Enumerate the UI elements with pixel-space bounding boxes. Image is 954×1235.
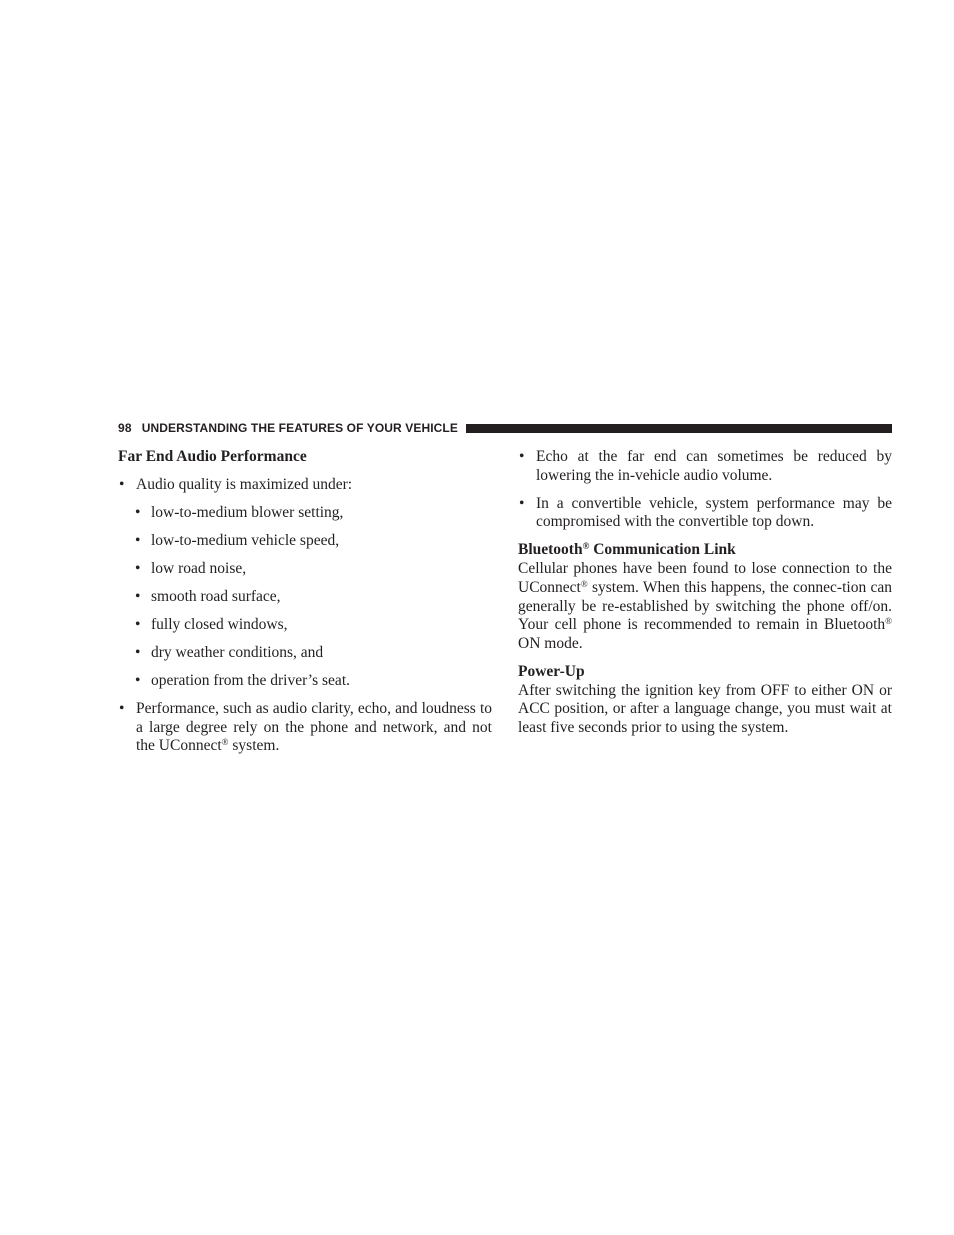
bluetooth-text-1: Cellular phones have been found to lose connection to the UConnect [518, 560, 892, 596]
bullet-icon: • [519, 494, 525, 512]
bullet-convertible [518, 495, 892, 532]
section-title: UNDERSTANDING THE FEATURES OF YOUR VEHICLE [141, 421, 458, 435]
registered-mark: ® [580, 578, 588, 589]
bullet-icon: • [135, 560, 141, 577]
registered-mark: ® [221, 737, 229, 748]
bullet-icon: • [135, 644, 141, 661]
bluetooth-heading-text-end: Communication Link [589, 541, 736, 559]
bullet-audio-quality [118, 476, 492, 495]
bullet-icon: • [119, 700, 125, 717]
far-end-audio-heading: Far End Audio Performance [118, 448, 307, 465]
bullet-icon: • [519, 448, 525, 465]
sub-bullet-text: smooth road surface, [151, 588, 281, 605]
sub-bullet-text: fully closed windows, [151, 616, 288, 633]
sub-bullet-item [118, 532, 492, 551]
bluetooth-heading [518, 541, 892, 560]
bullet-icon: • [135, 672, 141, 689]
bluetooth-text-2: system. When this happens, the connec-tion can generally be re-established by switching the phone off/on. Your cell phone is recommended to remain in Bluetooth [518, 578, 892, 634]
bullet-text: Echo at the far end can sometimes be reduced by lowering the in-vehicle audio volume. [536, 448, 892, 484]
left-column [118, 448, 492, 756]
bullet-text-end: system. [228, 737, 280, 755]
sub-bullet-item [118, 672, 492, 691]
page-number: 98 [118, 421, 132, 435]
page-header [118, 420, 892, 436]
bluetooth-text-3: ON mode. [518, 634, 583, 652]
bullet-icon: • [135, 588, 141, 605]
bluetooth-heading-text: Bluetooth [518, 541, 583, 559]
sub-bullet-text: dry weather conditions, and [151, 644, 324, 661]
sub-bullet-text: low-to-medium blower setting, [151, 504, 344, 521]
bullet-icon: • [135, 504, 141, 521]
sub-bullet-item [118, 588, 492, 607]
sub-bullet-text: low road noise, [151, 560, 247, 577]
bullet-text: Audio quality is maximized under: [136, 476, 353, 493]
power-up-heading: Power-Up [518, 662, 585, 680]
registered-mark: ® [582, 541, 590, 552]
bullet-text: Performance, such as audio clarity, echo, and loudness to a large degree rely on the phone and network, and not the UConnect [136, 700, 492, 755]
sub-bullet-item [118, 644, 492, 663]
sub-bullet-item [118, 504, 492, 523]
header-rule [466, 424, 892, 433]
bullet-text: In a convertible vehicle, system performance may be compromised with the convertible top down. [536, 494, 892, 531]
sub-bullet-text: operation from the driver’s seat. [151, 672, 350, 689]
bluetooth-paragraph [518, 560, 892, 654]
bullet-icon: • [119, 476, 125, 493]
right-column [518, 448, 892, 738]
bullet-echo [518, 448, 892, 485]
registered-mark: ® [885, 616, 892, 627]
sub-bullet-item [118, 560, 492, 579]
bullet-icon: • [135, 532, 141, 549]
sub-bullet-item [118, 616, 492, 635]
bullet-icon: • [135, 616, 141, 633]
bullet-performance [118, 700, 492, 756]
sub-bullet-text: low-to-medium vehicle speed, [151, 532, 340, 549]
power-up-paragraph: After switching the ignition key from OFF to either ON or ACC position, or after a language change, you must wait at least five seconds prior to using the system. [518, 681, 892, 737]
